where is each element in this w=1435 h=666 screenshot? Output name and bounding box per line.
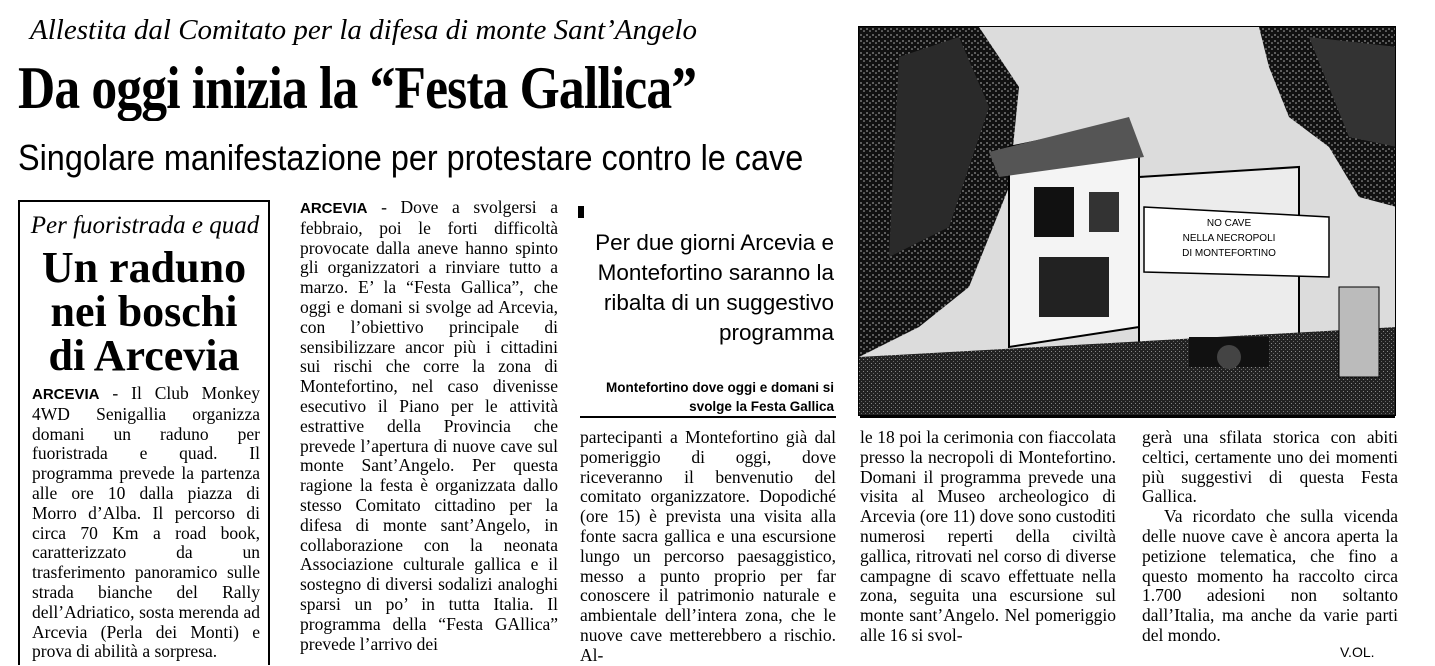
divider-rule: [580, 416, 836, 418]
banner-text-line: NO CAVE: [1206, 218, 1252, 229]
sidebar-title-line: nei boschi: [50, 287, 238, 336]
banner-text-line: NELLA NECROPOLI: [1182, 233, 1276, 244]
article-column-1: [300, 198, 558, 654]
author-signature: V.OL.: [1340, 644, 1375, 660]
divider-rule: [860, 416, 1395, 418]
article-paragraph: Va ricordato che sulla vicenda delle nuove cave è ancora aperta la petizione telematica, che fino a questo momento ha raccolto circa 1.700 adesioni non soltanto dall’Italia, ma anche da varie parti del mondo.: [1142, 506, 1398, 645]
pullquote: Per due giorni Arcevia e Montefortino saranno la ribalta di un suggestivo programma: [595, 230, 834, 345]
article-text-1: - Dove a svolgersi a febbraio, poi le forti difficoltà provocate dalla aneve hanno spinto gli organizzatori a rinviare tutto a marzo. E’ la “Festa Gallica”, che oggi e domani si svolge ad Arcevia, con l’obiettivo principale di sensibilizzare ancor più i cittadini sui rischi che corre la zona di Montefortino, nel caso divenisse esecutivo il Piano per le attività estrattive della Provincia che prevede l’apertura di nuove cave sul monte Sant’Angelo. Per questa ragione la festa è organizzata dallo stesso Comitato cittadino per la difesa di monte sant’Angelo, in collaborazione con la neonata Associazione culturale gallica e il sostegno di diversi sodalizi analoghi sparsi un po’ in tutta Italia. Il programma della “Festa GAllica” prevede l’arrivo dei: [300, 197, 558, 654]
article-column-3: le 18 poi la cerimonia con fiaccolata presso la necropoli di Montefortino. Domani il programma prevede una visita al Museo archeologico di Arcevia (ore 11) dove sono custoditi numerosi reperti della civiltà gallica, ritrovati nel corso di diverse campagne di scavo effettuate nella zona, seguita una escursione sul monte sant’Angelo. Nel pomeriggio alle 16 si svol-: [860, 427, 1116, 645]
article-kicker: Allestita dal Comitato per la difesa di monte Sant’Angelo: [30, 14, 697, 46]
photo-caption: Montefortino dove oggi e domani si svolge la Festa Gallica: [606, 380, 834, 414]
article-paragraph: gerà una sfilata storica con abiti celtici, certamente uno dei momenti più suggestivi di questa Festa Gallica.: [1142, 427, 1398, 507]
article-headline: Da oggi inizia la “Festa Gallica”: [18, 55, 697, 121]
pullquote-marker: [578, 206, 584, 218]
article-dateline: ARCEVIA: [300, 200, 368, 217]
sidebar-title-line: Un raduno: [41, 243, 247, 292]
sidebar-dateline: ARCEVIA: [32, 386, 100, 403]
article-column-4: [1142, 428, 1398, 646]
article-subhead: Singolare manifestazione per protestare contro le cave: [18, 137, 804, 178]
banner-text-line: DI MONTEFORTINO: [1182, 248, 1276, 259]
sidebar-title: [26, 243, 262, 380]
news-photo: [858, 26, 1396, 416]
sidebar-text: - Il Club Monkey 4WD Senigallia organizza domani un raduno per fuoristrada e quad. Il programma prevede la partenza alle ore 10 dalla piazza di Morro d’Alba. Il percorso di circa 70 Km a road book, caratterizzato da un trasferimento panoramico sulle strada bianche del Rally dell’Adriatico, sosta merenda ad Arcevia (Perla dei Monti) e prova di abilità a sorpresa.: [32, 383, 260, 662]
sidebar-title-line: di Arcevia: [48, 331, 240, 380]
article-column-2: partecipanti a Montefortino già dal pomeriggio di oggi, dove riceveranno il benvenutio del comitato organizzatore. Dopodiché (ore 15) è prevista una visita alla fonte sacra gallica e una escursione lungo un percorso paesaggistico, messo a punto proprio per far conoscere il patrimonio naturale e ambientale dell’intera zona, che le nuove cave metterebbero a rischio. Al-: [580, 427, 836, 665]
sidebar-kicker: Per fuoristrada e quad: [30, 212, 260, 239]
photo-illustration: [859, 27, 1396, 416]
sidebar-body: [32, 384, 260, 662]
